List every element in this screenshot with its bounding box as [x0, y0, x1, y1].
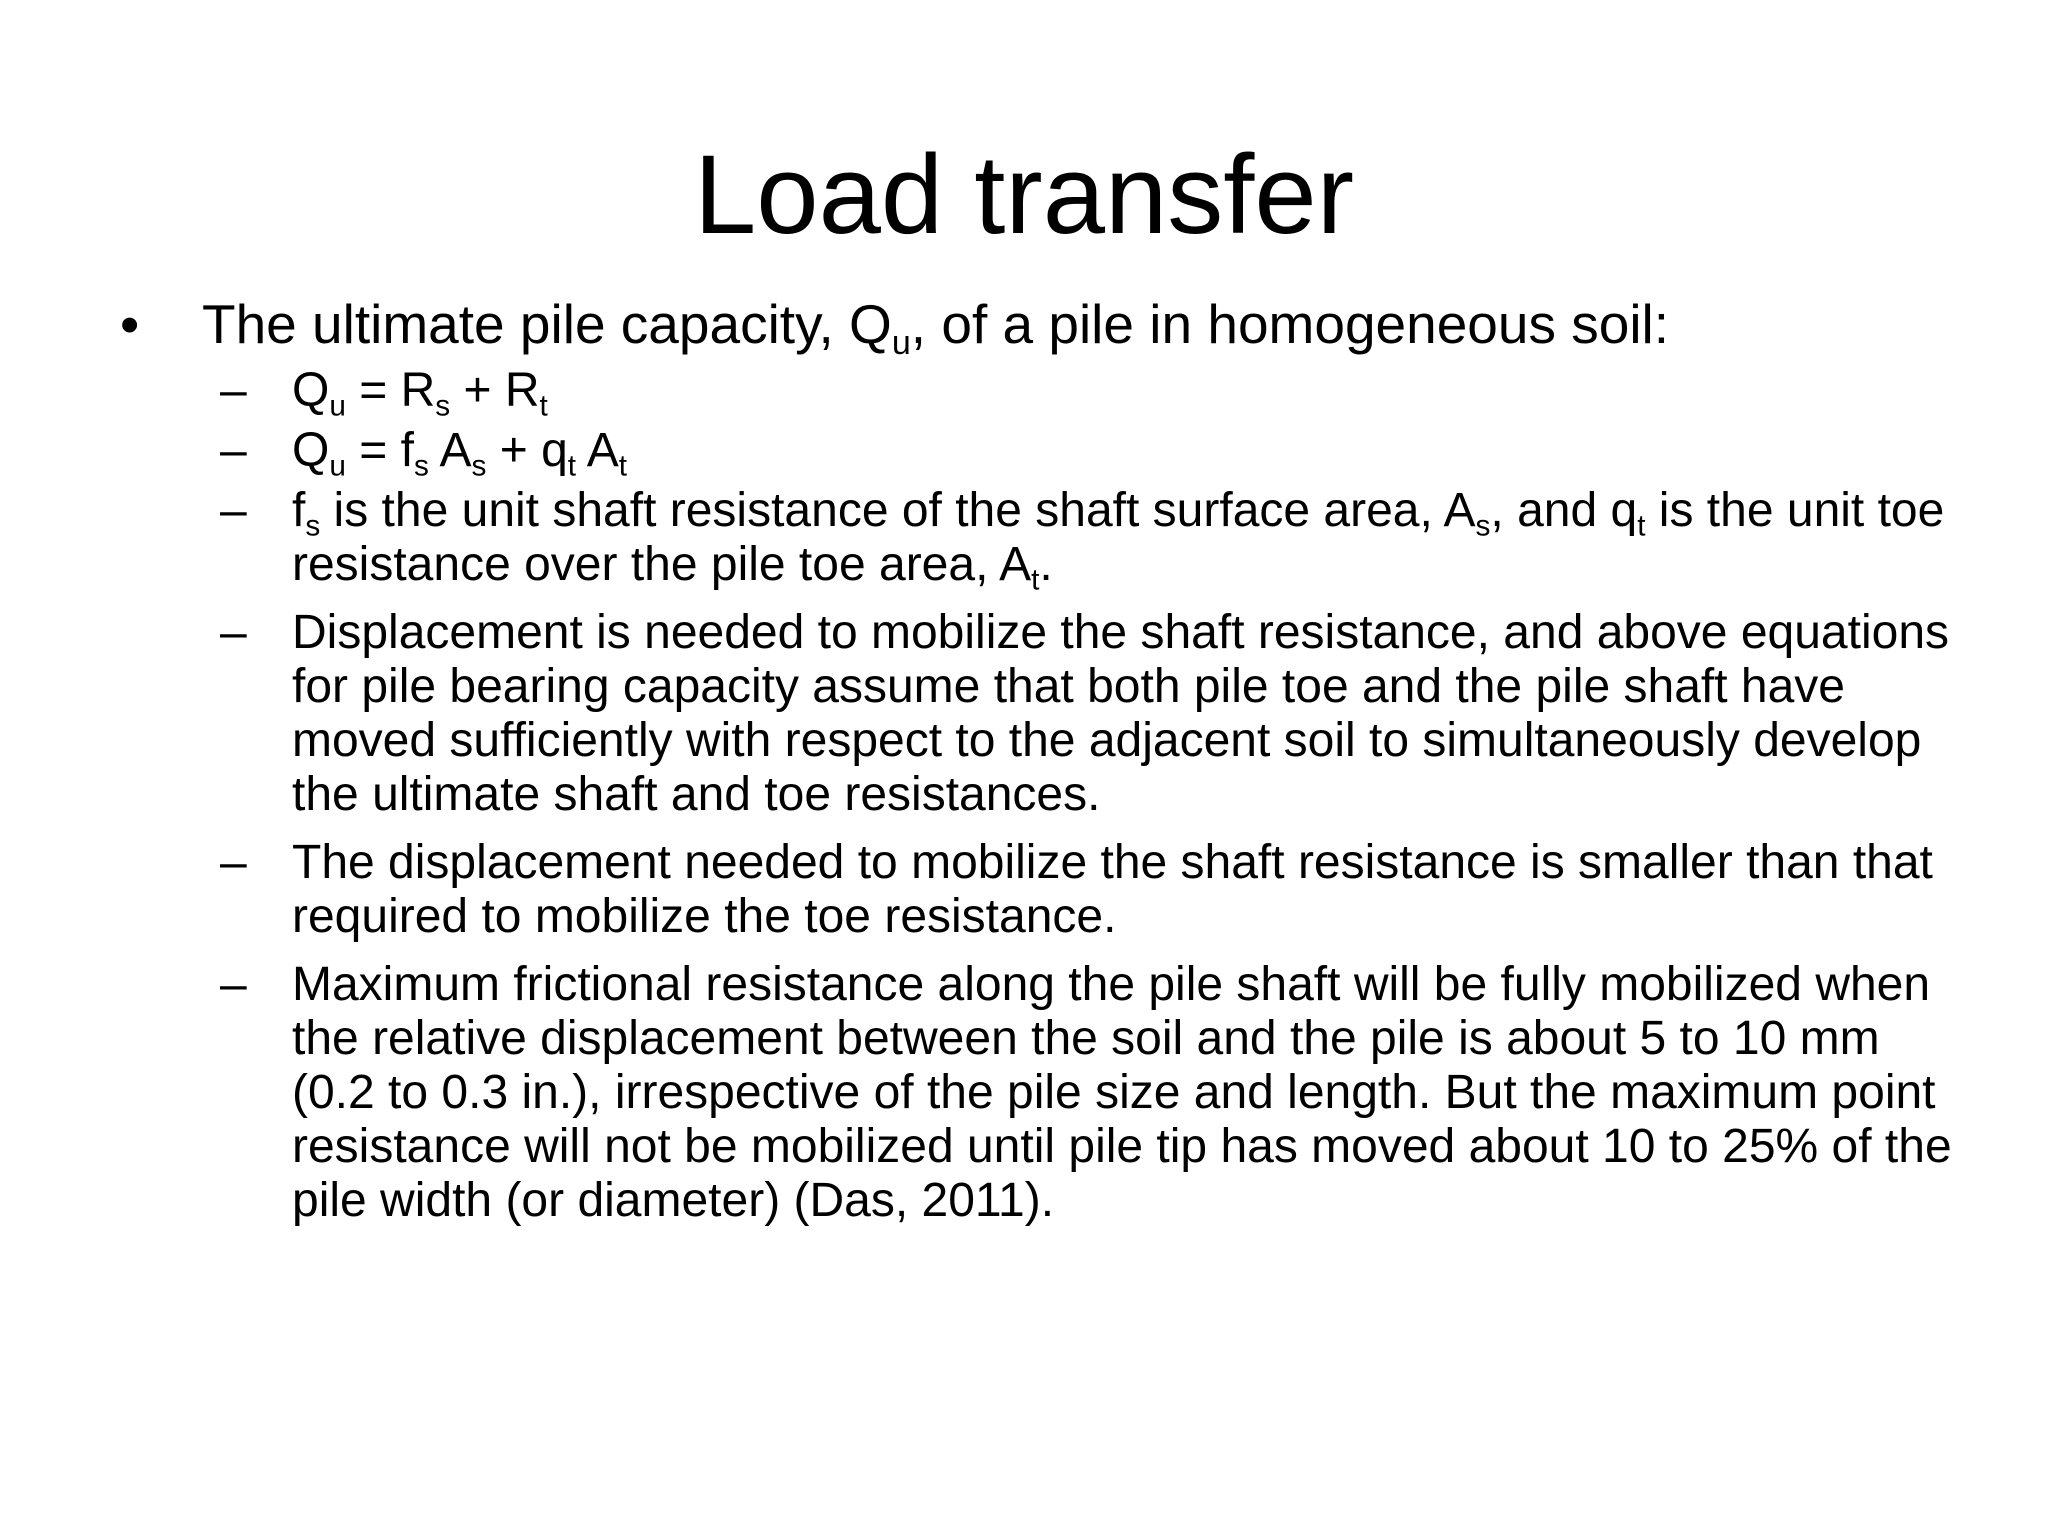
- item3-fs-sub: s: [305, 509, 321, 543]
- sub-item-equation-2: [120, 424, 1960, 483]
- item3-f: f: [292, 484, 306, 537]
- eq2-at-sub: t: [618, 449, 628, 483]
- eq2-q-sub: u: [329, 449, 346, 483]
- eq1-rt-sub: t: [539, 389, 548, 423]
- dash-marker: –: [220, 364, 247, 417]
- eq1-q: Q: [292, 364, 330, 417]
- item4-text: Displacement is needed to mobilize the shaft resistance, and above equations for pile bearing capacity assume that both pile toe and the pile shaft have moved sufficiently with respect to the adjacent soil to simultaneously develop the ultimate shaft and toe resistances.: [292, 606, 1950, 821]
- dash-marker: –: [220, 484, 247, 537]
- eq2-a2: A: [576, 424, 619, 477]
- item3-part3: is the unit toe resistance over the pile toe area, A: [292, 484, 1945, 591]
- sub-item-displacement-comparison: [120, 836, 1960, 944]
- item3-part1: is the unit shaft resistance of the shaft surface area, A: [320, 484, 1476, 537]
- eq2-fs-sub: s: [413, 449, 429, 483]
- eq2-q: Q: [292, 424, 330, 477]
- eq1-q-sub: u: [329, 389, 346, 423]
- item3-at-sub: t: [1031, 563, 1040, 597]
- sub-item-equation-1: [120, 364, 1960, 423]
- item3-end: .: [1039, 538, 1053, 591]
- dash-marker: –: [220, 424, 247, 477]
- item3-as-sub: s: [1475, 509, 1491, 543]
- eq2-qt-sub: t: [567, 449, 577, 483]
- intro-text-after: , of a pile in homogeneous soil:: [910, 293, 1670, 355]
- eq2-plus-q: + q: [486, 424, 568, 477]
- eq1-eq-r: = R: [345, 364, 436, 417]
- eq2-a1: A: [428, 424, 472, 477]
- sub-item-definitions: [120, 484, 1960, 597]
- dash-marker: –: [220, 836, 247, 889]
- slide-body: [120, 292, 1960, 1242]
- item6-text: Maximum frictional resistance along the pile shaft will be fully mobilized when the relative displacement between the soil and the pile is about 5 to 10 mm (0.2 to 0.3 in.), irrespective of the pile size and length. But the maximum point resistance will not be mobilized until pile tip has moved about 10 to 25% of the pile width (or diameter) (Das, 2011).: [292, 958, 1952, 1227]
- eq1-rs-sub: s: [435, 389, 451, 423]
- intro-subscript: u: [891, 323, 911, 362]
- bullet-marker: •: [120, 293, 140, 355]
- item3-qt-sub: t: [1637, 509, 1646, 543]
- bullet-item-intro: [120, 292, 1960, 362]
- sub-item-frictional-resistance: [120, 958, 1960, 1228]
- eq2-as-sub: s: [471, 449, 487, 483]
- item5-text: The displacement needed to mobilize the shaft resistance is smaller than that required to mobilize the toe resistance.: [292, 836, 1933, 943]
- item3-part2: , and q: [1490, 484, 1638, 537]
- dash-marker: –: [220, 958, 247, 1011]
- eq2-eq-f: = f: [345, 424, 414, 477]
- sub-item-displacement: [120, 606, 1960, 822]
- dash-marker: –: [220, 606, 247, 659]
- eq1-plus-r: + R: [450, 364, 540, 417]
- intro-text-before: The ultimate pile capacity, Q: [202, 293, 892, 355]
- slide-title: Load transfer: [694, 132, 1354, 257]
